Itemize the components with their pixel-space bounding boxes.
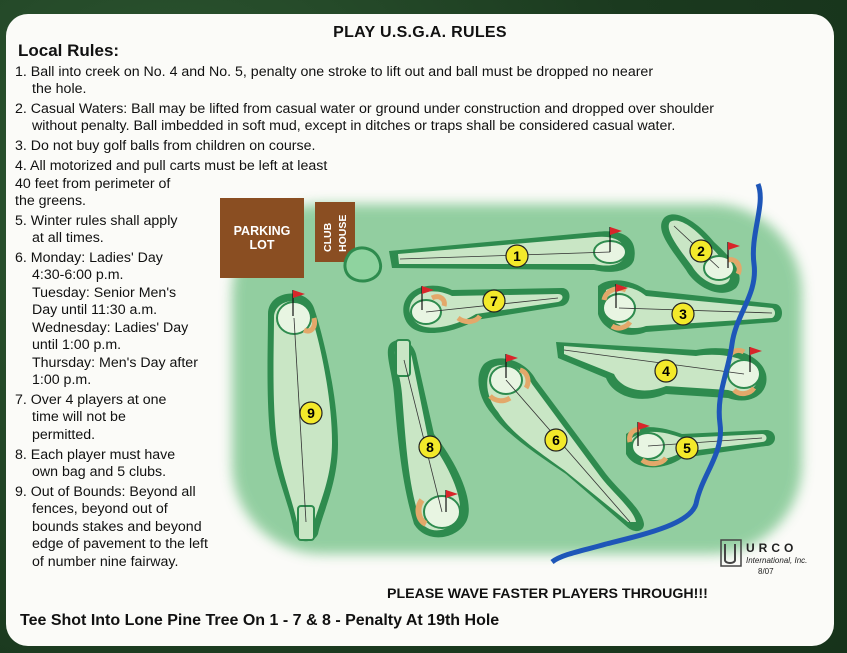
urco-logo-icon bbox=[717, 534, 747, 572]
club-house-label: CLUB bbox=[322, 222, 334, 252]
hole-marker-7 bbox=[483, 290, 505, 312]
rule-line: Day until 11:30 a.m. bbox=[32, 302, 158, 318]
rule-line: 1:00 p.m. bbox=[32, 372, 92, 388]
rule-line: fences, beyond out of bbox=[32, 501, 168, 517]
hole-marker-9 bbox=[300, 402, 322, 424]
rule-line: 6. Monday: Ladies' Day bbox=[15, 250, 163, 266]
rule-line: Wednesday: Ladies' Day bbox=[32, 320, 189, 336]
hole-number-4: 4 bbox=[662, 363, 670, 379]
rule-line: 9. Out of Bounds: Beyond all bbox=[15, 484, 196, 500]
rule-line: 1. Ball into creek on No. 4 and No. 5, penalty one stroke to lift out and ball must be dropped no nearer bbox=[15, 64, 654, 80]
hole-number-8: 8 bbox=[426, 439, 434, 455]
rule-line: of number nine fairway. bbox=[32, 554, 179, 570]
hole-number-3: 3 bbox=[679, 306, 687, 322]
rule-line: the greens. bbox=[15, 193, 86, 209]
hole-marker-3 bbox=[672, 303, 694, 325]
rule-line: at all times. bbox=[32, 230, 104, 246]
hole-number-1: 1 bbox=[513, 248, 521, 264]
hole-number-6: 6 bbox=[552, 432, 560, 448]
rule-line: 40 feet from perimeter of bbox=[15, 176, 171, 192]
rule-line: permitted. bbox=[32, 427, 96, 443]
logo-date: 8/07 bbox=[758, 567, 774, 576]
rule-line: 4:30-6:00 p.m. bbox=[32, 267, 124, 283]
hole-marker-4 bbox=[655, 360, 677, 382]
logo-subtitle: International, Inc. bbox=[746, 556, 808, 565]
hole-number-7: 7 bbox=[490, 293, 498, 309]
tee-shot-notice: Tee Shot Into Lone Pine Tree On 1 - 7 & 8 - Penalty At 19th Hole bbox=[20, 612, 500, 629]
rule-line: own bag and 5 clubs. bbox=[32, 464, 167, 480]
rule-line: Tuesday: Senior Men's bbox=[32, 285, 177, 301]
course-map bbox=[6, 14, 834, 646]
logo-name: URCO bbox=[746, 541, 798, 555]
parking-lot bbox=[220, 198, 304, 278]
practice-green bbox=[345, 248, 381, 281]
club-house-label: HOUSE bbox=[337, 214, 349, 252]
rules-heading: Local Rules: bbox=[18, 41, 120, 60]
rule-line: bounds stakes and beyond bbox=[32, 519, 202, 535]
hole-marker-1 bbox=[506, 245, 528, 267]
hole-marker-5 bbox=[676, 437, 698, 459]
hole-marker-6 bbox=[545, 429, 567, 451]
hole-marker-2 bbox=[690, 240, 712, 262]
rule-line: until 1:00 p.m. bbox=[32, 337, 122, 353]
hole-number-9: 9 bbox=[307, 405, 315, 421]
hole-marker-8 bbox=[419, 436, 441, 458]
rule-line: the hole. bbox=[32, 81, 87, 97]
rule-line: without penalty. Ball imbedded in soft mud, except in ditches or traps shall be considered casual water. bbox=[32, 118, 676, 134]
hole-number-2: 2 bbox=[697, 243, 705, 259]
rule-line: 7. Over 4 players at one bbox=[15, 392, 167, 408]
rule-line: Thursday: Men's Day after bbox=[32, 355, 198, 371]
parking-lot-label: LOT bbox=[249, 238, 275, 252]
scorecard-panel bbox=[6, 14, 834, 646]
page-title: PLAY U.S.G.A. RULES bbox=[333, 24, 507, 41]
parking-lot-label: PARKING bbox=[233, 224, 291, 238]
rule-line: 2. Casual Waters: Ball may be lifted from casual water or ground under construction and dropped over shoulder bbox=[15, 101, 714, 117]
rule-line: edge of pavement to the left bbox=[32, 536, 208, 552]
rule-line: 5. Winter rules shall apply bbox=[15, 213, 178, 229]
rule-line: 3. Do not buy golf balls from children on course. bbox=[15, 138, 316, 154]
rule-line: 4. All motorized and pull carts must be left at least bbox=[15, 158, 328, 174]
wave-through-notice: PLEASE WAVE FASTER PLAYERS THROUGH!!! bbox=[387, 586, 708, 602]
hole-number-5: 5 bbox=[683, 440, 691, 456]
rule-line: 8. Each player must have bbox=[15, 447, 176, 463]
rule-line: time will not be bbox=[32, 409, 126, 425]
